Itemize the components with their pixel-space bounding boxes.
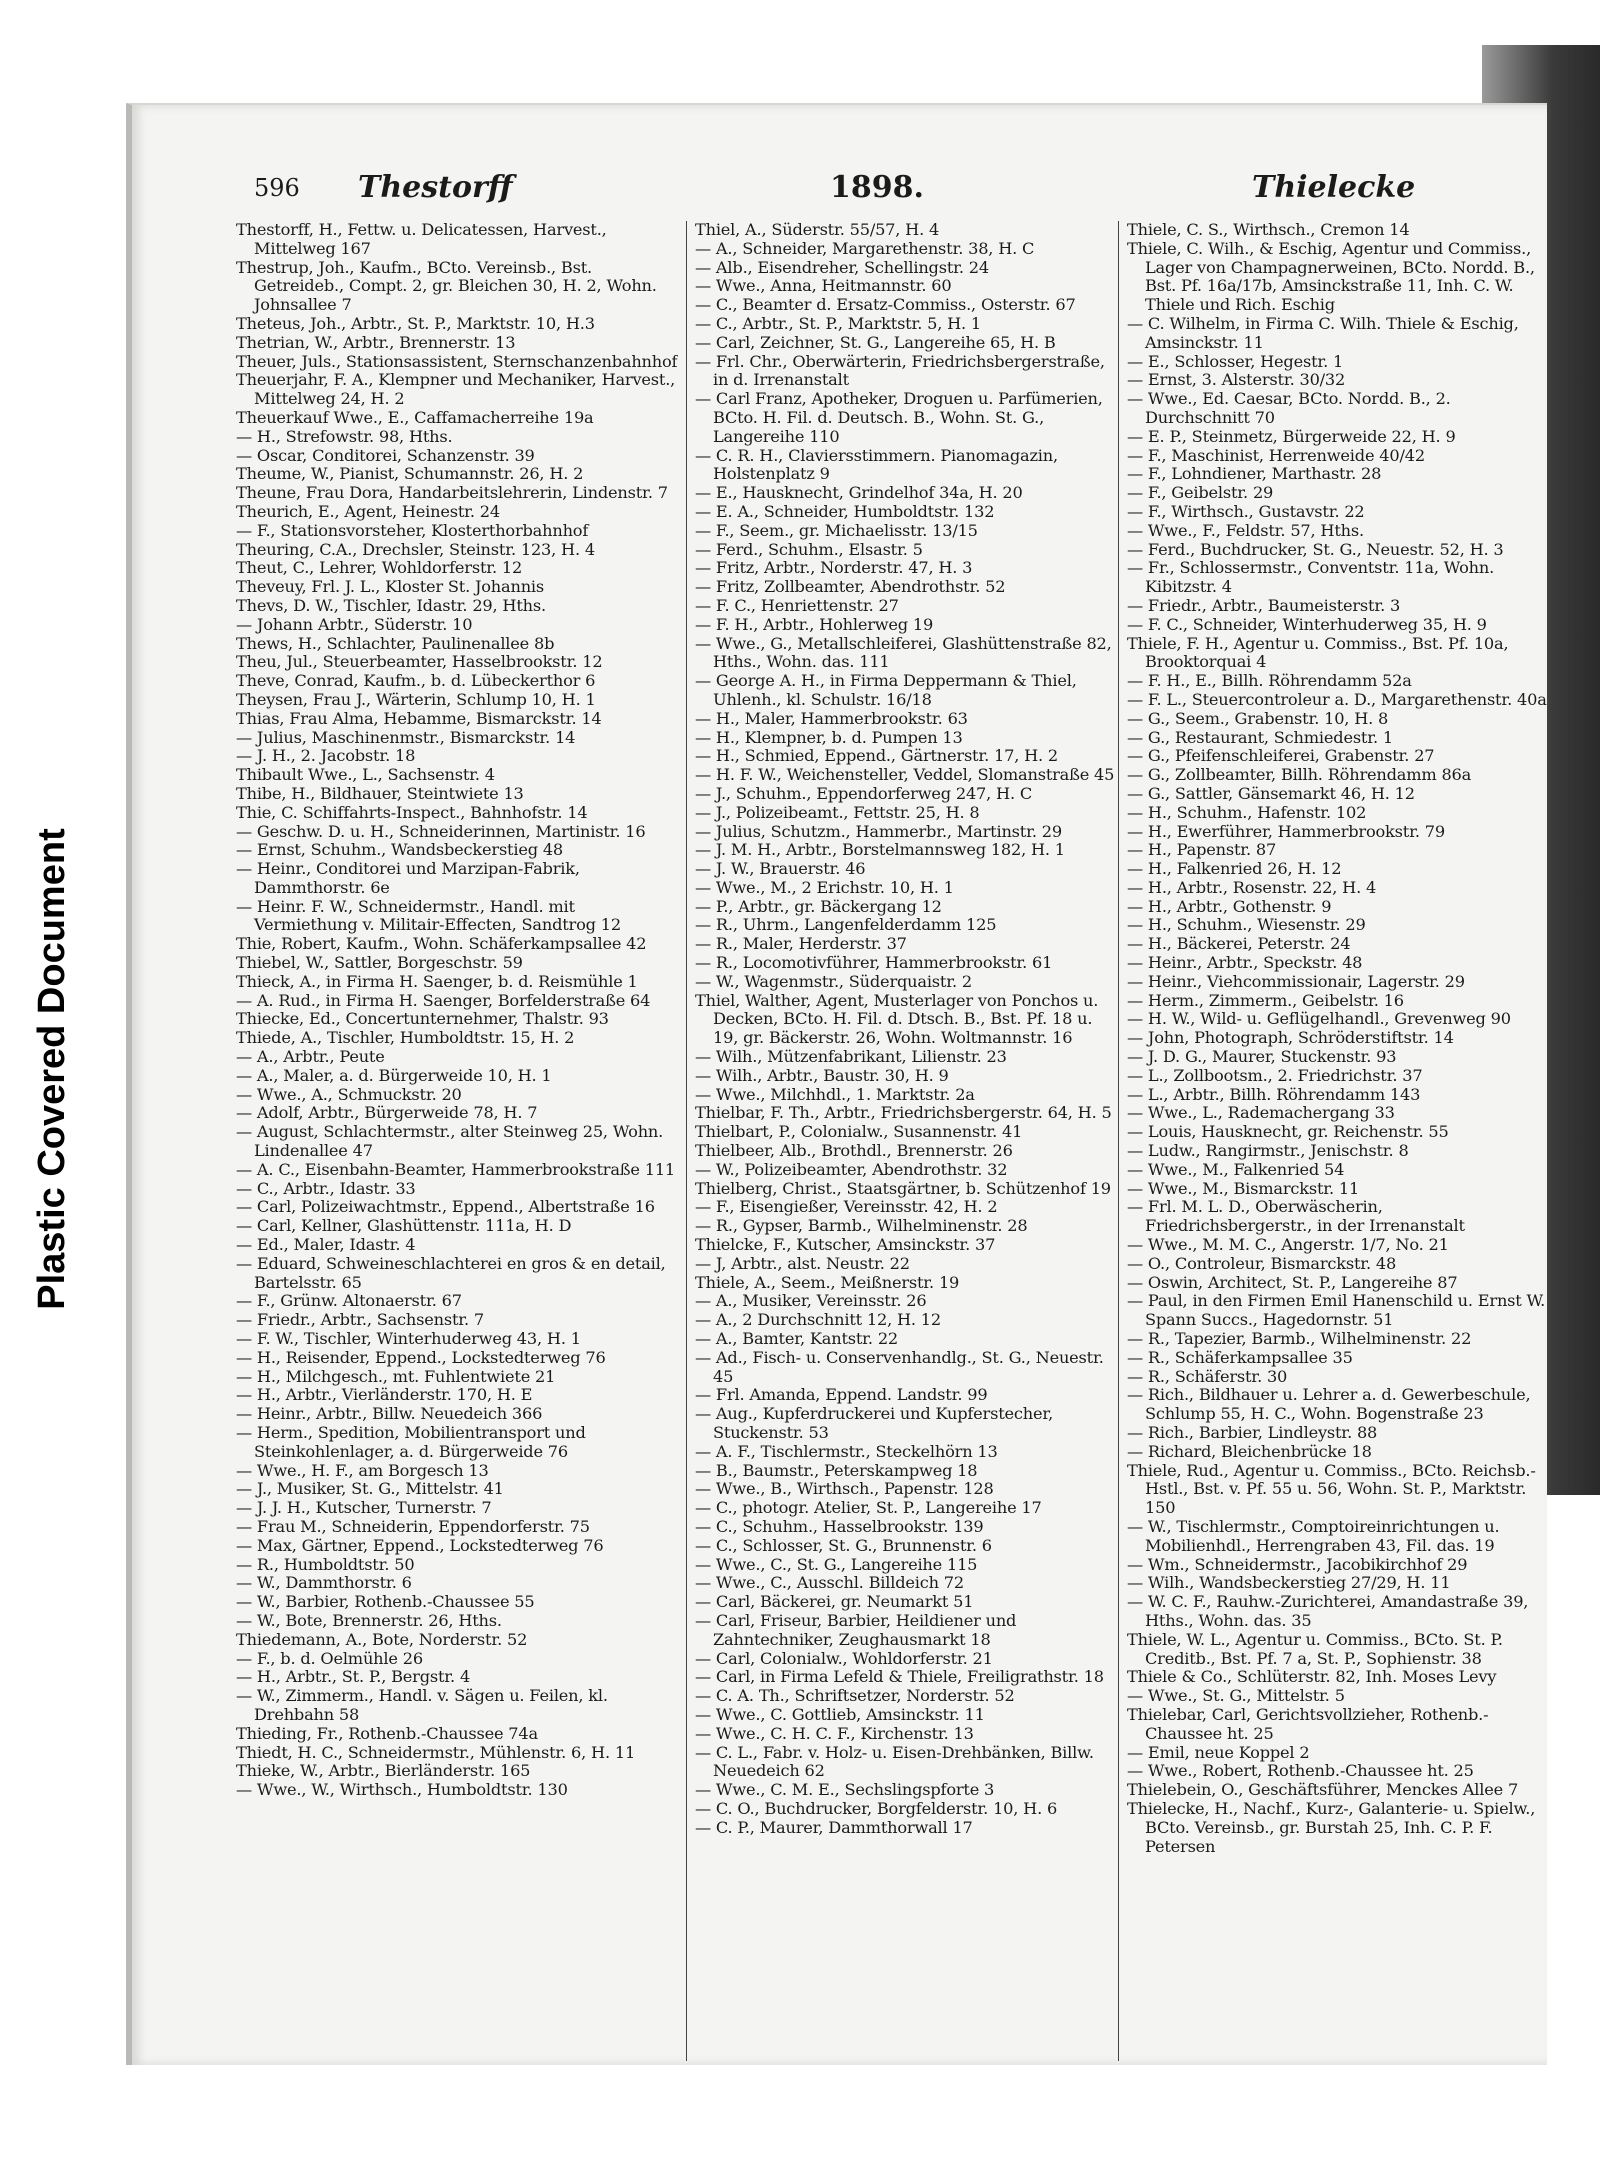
directory-entry: — A., Schneider, Margarethenstr. 38, H. C [695, 238, 1035, 258]
directory-entry: — Louis, Hausknecht, gr. Reichenstr. 55 [1127, 1122, 1449, 1142]
directory-entry: — C. L., Fabr. v. Holz- u. Eisen-Drehbänken, Billw. Neuedeich 62 [695, 1742, 1094, 1781]
directory-entry: — Johann Arbtr., Süderstr. 10 [236, 614, 473, 634]
directory-entry: — Wwe., St. G., Mittelstr. 5 [1127, 1686, 1345, 1706]
directory-entry: — H., Papenstr. 87 [1127, 840, 1277, 860]
directory-entry: — Wwe., M., Bismarckstr. 11 [1127, 1178, 1360, 1198]
directory-entry: Theu, Jul., Steuerbeamter, Hasselbrookstr. 12 [236, 652, 603, 672]
directory-entry: — F. C., Henriettenstr. 27 [695, 595, 899, 615]
directory-entry: — Ludw., Rangirmstr., Jenischstr. 8 [1127, 1141, 1409, 1161]
directory-entry: — Carl, Polizeiwachtmstr., Eppend., Albertstraße 16 [236, 1197, 655, 1217]
directory-entry: — E., Schlosser, Hegestr. 1 [1127, 351, 1344, 371]
directory-entry: Thielcke, F., Kutscher, Amsinckstr. 37 [695, 1235, 996, 1255]
directory-entry: — G., Zollbeamter, Billh. Röhrendamm 86a [1127, 765, 1472, 785]
directory-entry: — R., Schäferkampsallee 35 [1127, 1347, 1353, 1367]
directory-entry: — J. W., Brauerstr. 46 [695, 859, 866, 879]
directory-entry: Thibe, H., Bildhauer, Steintwiete 13 [236, 783, 524, 803]
directory-entry: — W. C. F., Rauhw.-Zurichterei, Amandastraße 39, Hths., Wohn. das. 35 [1127, 1592, 1529, 1630]
directory-entry: Thiedt, H. C., Schneidermstr., Mühlenstr. 6, H. 11 [236, 1742, 636, 1762]
directory-entry: Thie, C. Schiffahrts-Inspect., Bahnhofstr. 14 [236, 802, 588, 822]
directory-entry: — C., Beamter d. Ersatz-Commiss., Osterstr. 67 [695, 295, 1076, 315]
directory-entry: — Ferd., Buchdrucker, St. G., Neuestr. 52, H. 3 [1127, 539, 1504, 559]
directory-entry: — C. A. Th., Schriftsetzer, Norderstr. 52 [695, 1686, 1015, 1706]
directory-entry: Thiel, A., Süderstr. 55/57, H. 4 [695, 221, 940, 239]
directory-entry: Thielbeer, Alb., Brothdl., Brennerstr. 26 [695, 1141, 1013, 1161]
directory-entry: — F. H., E., Billh. Röhrendamm 52a [1127, 671, 1412, 691]
directory-entry: Theurich, E., Agent, Heinestr. 24 [236, 501, 500, 521]
directory-entry: — Carl, Kellner, Glashüttenstr. 111a, H. D [236, 1216, 572, 1236]
directory-entry: Thestorff, H., Fettw. u. Delicatessen, Harvest., Mittelweg 167 [236, 221, 607, 258]
directory-entry: — C. Wilhelm, in Firma C. Wilh. Thiele & Eschig, Amsinckstr. 11 [1127, 313, 1519, 352]
directory-entry: Theysen, Frau J., Wärterin, Schlump 10, H. 1 [236, 689, 596, 709]
directory-entry: — Julius, Schutzm., Hammerbr., Martinstr. 29 [695, 821, 1062, 841]
directory-entry: — Wwe., Robert, Rothenb.-Chaussee ht. 25 [1127, 1761, 1474, 1781]
directory-entry: — H., Maler, Hammerbrookstr. 63 [695, 708, 968, 728]
directory-entry: Thiebel, W., Sattler, Borgeschstr. 59 [236, 953, 523, 973]
column-left [236, 221, 678, 2061]
directory-entry: — Carl, Bäckerei, gr. Neumarkt 51 [695, 1592, 974, 1612]
directory-entry: — R., Maler, Herderstr. 37 [695, 934, 907, 954]
directory-entry: — H., Strefowstr. 98, Hths. [236, 426, 453, 446]
directory-entry: — A., Bamter, Kantstr. 22 [695, 1329, 899, 1349]
directory-entry: — Wwe., M., Falkenried 54 [1127, 1159, 1345, 1179]
directory-entry: — Friedr., Arbtr., Baumeisterstr. 3 [1127, 595, 1401, 615]
directory-entry: — H. W., Wild- u. Geflügelhandl., Grevenweg 90 [1127, 1009, 1511, 1029]
directory-entry: — Wm., Schneidermstr., Jacobikirchhof 29 [1127, 1554, 1468, 1574]
directory-entry: — Wwe., C. H. C. F., Kirchenstr. 13 [695, 1723, 974, 1743]
directory-entry: — A. F., Tischlermstr., Steckelhörn 13 [695, 1441, 998, 1461]
directory-entry: — Frl. M. L. D., Oberwäscherin, Friedrichsbergerstr., in der Irrenanstalt [1127, 1197, 1465, 1236]
directory-entry: Thielbar, F. Th., Arbtr., Friedrichsbergerstr. 64, H. 5 [695, 1103, 1112, 1123]
directory-entry: — Carl, Zeichner, St. G., Langereihe 65, H. B [695, 332, 1056, 352]
directory-entry: — Eduard, Schweineschlachterei en gros & en detail, Bartelsstr. 65 [236, 1253, 666, 1292]
directory-entry: — H., Bäckerei, Peterstr. 24 [1127, 934, 1351, 954]
directory-entry: — B., Baumstr., Peterskampweg 18 [695, 1460, 978, 1480]
directory-entry: — H., Schuhm., Hafenstr. 102 [1127, 802, 1367, 822]
directory-entry: — Oswin, Architect, St. P., Langereihe 87 [1127, 1272, 1458, 1292]
directory-entry: — Paul, in den Firmen Emil Hanenschild u. Ernst W. Spann Succs., Hagedornstr. 51 [1127, 1291, 1546, 1330]
directory-entry: — H., Reisender, Eppend., Lockstedterweg 76 [236, 1347, 606, 1367]
directory-entry: — R., Schäferstr. 30 [1127, 1366, 1288, 1386]
directory-entry: — R., Tapezier, Barmb., Wilhelminenstr. 22 [1127, 1329, 1472, 1349]
directory-entry: — Wwe., G., Metallschleiferei, Glashüttenstraße 82, Hths., Wohn. das. 111 [695, 633, 1112, 672]
directory-entry: — Heinr., Conditorei und Marzipan-Fabrik, Dammthorstr. 6e [236, 859, 580, 897]
directory-entry: — F. W., Tischler, Winterhuderweg 43, H. 1 [236, 1329, 581, 1349]
directory-entry: — George A. H., in Firma Deppermann & Thiel, Uhlenh., kl. Schulstr. 16/18 [695, 671, 1077, 709]
directory-entry: — C. O., Buchdrucker, Borgfelderstr. 10, H. 6 [695, 1798, 1058, 1818]
directory-entry: — H., Falkenried 26, H. 12 [1127, 859, 1342, 879]
directory-entry: — H. F. W., Weichensteller, Veddel, Slomanstraße 45 [695, 765, 1115, 785]
directory-entry: — E. A., Schneider, Humboldtstr. 132 [695, 501, 995, 521]
directory-entry: — Adolf, Arbtr., Bürgerweide 78, H. 7 [236, 1103, 538, 1123]
column-middle [686, 221, 1115, 2061]
directory-entry: — Wwe., B., Wirthsch., Papenstr. 128 [695, 1479, 994, 1499]
directory-entry: Thiede, A., Tischler, Humboldtstr. 15, H. 2 [236, 1028, 575, 1048]
directory-entry: — John, Photograph, Schröderstiftstr. 14 [1127, 1028, 1454, 1048]
directory-entry: — Carl, Colonialw., Wohldorferstr. 21 [695, 1648, 993, 1668]
directory-entry: Theuring, C.A., Drechsler, Steinstr. 123, H. 4 [236, 539, 595, 559]
directory-entry: — W., Dammthorstr. 6 [236, 1573, 412, 1593]
directory-entry: — W., Zimmerm., Handl. v. Sägen u. Feilen, kl. Drehbahn 58 [236, 1686, 608, 1724]
directory-entry: — F. L., Steuercontroleur a. D., Margarethenstr. 40a [1127, 689, 1547, 709]
directory-entry: — J. M. H., Arbtr., Borstelmannsweg 182, H. 1 [695, 840, 1065, 860]
directory-entry: — Aug., Kupferdruckerei und Kupferstecher, Stuckenstr. 53 [695, 1404, 1054, 1442]
directory-entry: — J. H., 2. Jacobstr. 18 [236, 746, 416, 766]
directory-entry: — W., Tischlermstr., Comptoireinrichtungen u. Mobilienhdl., Herrengraben 43, Fil. das. 19 [1127, 1516, 1500, 1555]
directory-entry: — Alb., Eisendreher, Schellingstr. 24 [695, 257, 989, 277]
directory-entry: — W., Bote, Brennerstr. 26, Hths. [236, 1610, 502, 1630]
directory-entry: — F., Eisengießer, Vereinsstr. 42, H. 2 [695, 1197, 998, 1217]
directory-entry: — P., Arbtr., gr. Bäckergang 12 [695, 896, 942, 916]
directory-entry: — Carl, Friseur, Barbier, Heildiener und Zahntechniker, Zeughausmarkt 18 [695, 1610, 1017, 1649]
directory-entry: — F. H., Arbtr., Hohlerweg 19 [695, 614, 934, 634]
directory-entry: — Herm., Zimmerm., Geibelstr. 16 [1127, 990, 1404, 1010]
directory-entry: — Herm., Spedition, Mobilientransport und Steinkohlenlager, a. d. Bürgerweide 76 [236, 1423, 586, 1461]
column-right [1118, 221, 1547, 2061]
directory-entry: — Carl, in Firma Lefeld & Thiele, Freiligrathstr. 18 [695, 1667, 1104, 1687]
directory-entry: — Wwe., H. F., am Borgesch 13 [236, 1460, 489, 1480]
directory-entry: Thevs, D. W., Tischler, Idastr. 29, Hths. [236, 595, 546, 615]
directory-entry: — Wwe., W., Wirthsch., Humboldtstr. 130 [236, 1780, 568, 1800]
directory-entry: Thiele, W. L., Agentur u. Commiss., BCto. St. P. Creditb., Bst. Pf. 7 a, St. P., Sophienstr. 38 [1127, 1629, 1503, 1668]
directory-entry: — H., Schuhm., Wiesenstr. 29 [1127, 915, 1366, 935]
directory-entry: — H., Milchgesch., mt. Fuhlentwiete 21 [236, 1366, 556, 1386]
directory-entry: Thie, Robert, Kaufm., Wohn. Schäferkampsallee 42 [236, 934, 647, 954]
directory-entry: Theveuy, Frl. J. L., Kloster St. Johannis [236, 577, 545, 597]
directory-entry: — J., Musiker, St. G., Mittelstr. 41 [236, 1479, 504, 1499]
directory-entry: Theteus, Joh., Arbtr., St. P., Marktstr. 10, H.3 [236, 313, 595, 333]
directory-entry: — J, Arbtr., alst. Neustr. 22 [695, 1253, 910, 1273]
directory-entry: — F., Stationsvorsteher, Klosterthorbahnhof [236, 520, 589, 540]
directory-entry: — Emil, neue Koppel 2 [1127, 1742, 1310, 1762]
directory-entry: — J. D. G., Maurer, Stuckenstr. 93 [1127, 1047, 1397, 1067]
directory-entry: — Wwe., Anna, Heitmannstr. 60 [695, 276, 952, 296]
directory-entry: Theut, C., Lehrer, Wohldorferstr. 12 [236, 558, 523, 578]
directory-entry: — Wwe., M., 2 Erichstr. 10, H. 1 [695, 877, 954, 897]
directory-entry: — Geschw. D. u. H., Schneiderinnen, Martinistr. 16 [236, 821, 646, 841]
directory-entry: — G., Restaurant, Schmiedestr. 1 [1127, 727, 1393, 747]
directory-entry: — C., Schlosser, St. G., Brunnenstr. 6 [695, 1535, 992, 1555]
directory-entry: — Max, Gärtner, Eppend., Lockstedterweg 76 [236, 1535, 604, 1555]
directory-entry: Thiele & Co., Schlüterstr. 82, Inh. Moses Levy [1127, 1667, 1497, 1687]
directory-entry: Thetrian, W., Arbtr., Brennerstr. 13 [236, 332, 516, 352]
directory-entry: — H., Arbtr., Vierländerstr. 170, H. E [236, 1385, 533, 1405]
directory-entry: — Fr., Schlossermstr., Conventstr. 11a, Wohn. Kibitzstr. 4 [1127, 558, 1495, 597]
directory-entry: — A., Arbtr., Peute [236, 1047, 385, 1067]
directory-entry: — Wwe., A., Schmuckstr. 20 [236, 1084, 462, 1104]
directory-entry: — August, Schlachtermstr., alter Steinweg 25, Wohn. Lindenallee 47 [236, 1122, 664, 1161]
directory-entry: Thias, Frau Alma, Hebamme, Bismarckstr. 14 [236, 708, 602, 728]
directory-entry: — H., Klempner, b. d. Pumpen 13 [695, 727, 963, 747]
directory-entry: Thiedemann, A., Bote, Norderstr. 52 [236, 1629, 528, 1649]
directory-entry: — Wwe., Milchhdl., 1. Marktstr. 2a [695, 1084, 975, 1104]
directory-entry: Theuer, Juls., Stationsassistent, Sternschanzenbahnhof [236, 351, 678, 371]
directory-entry: — E. P., Steinmetz, Bürgerweide 22, H. 9 [1127, 426, 1456, 446]
directory-entry: Thielbart, P., Colonialw., Susannenstr. 41 [695, 1122, 1023, 1142]
directory-entry: — Frau M., Schneiderin, Eppendorferstr. 75 [236, 1516, 590, 1536]
directory-entry: — W., Polizeibeamter, Abendrothstr. 32 [695, 1159, 1008, 1179]
directory-entry: Theuerkauf Wwe., E., Caffamacherreihe 19a [236, 407, 594, 427]
directory-entry: Thielecke, H., Nachf., Kurz-, Galanterie- u. Spielw., BCto. Vereinsb., gr. Burstah 25, Inh. C. P. F. Petersen [1127, 1798, 1536, 1856]
directory-entry: — R., Gypser, Barmb., Wilhelminenstr. 28 [695, 1216, 1028, 1236]
directory-entry: Theve, Conrad, Kaufm., b. d. Lübeckerthor 6 [236, 671, 596, 691]
directory-entry: — Julius, Maschinenmstr., Bismarckstr. 14 [236, 727, 576, 747]
directory-entry: Thielebein, O., Geschäftsführer, Menckes Allee 7 [1127, 1780, 1519, 1800]
directory-entry: — F., Grünw. Altonaerstr. 67 [236, 1291, 462, 1311]
directory-entry: Thiele, Rud., Agentur u. Commiss., BCto. Reichsb.-Hstl., Bst. v. Pf. 55 u. 56, Wohn. St. P., Marktstr. 150 [1127, 1460, 1536, 1518]
directory-entry: — Wilh., Mützenfabrikant, Lilienstr. 23 [695, 1047, 1007, 1067]
directory-entry: Thiel, Walther, Agent, Musterlager von Ponchos u. Decken, BCto. H. Fil. d. Dtsch. B., Bst. Pf. 18 u. 19, gr. Bäckerstr. 26, Wohn. Woltmannstr. 16 [695, 990, 1099, 1048]
directory-entry: — Ernst, Schuhm., Wandsbeckerstieg 48 [236, 840, 564, 860]
directory-entry: Thieck, A., in Firma H. Saenger, b. d. Reismühle 1 [236, 971, 638, 991]
right-running-head: Thielecke [1252, 170, 1416, 205]
directory-entry: — C., Arbtr., Idastr. 33 [236, 1178, 416, 1198]
directory-entry: — Fritz, Zollbeamter, Abendrothstr. 52 [695, 577, 1006, 597]
directory-entry: — Fritz, Arbtr., Norderstr. 47, H. 3 [695, 558, 973, 578]
directory-entry: — Wwe., L., Rademachergang 33 [1127, 1103, 1395, 1123]
directory-entry: — G., Sattler, Gänsemarkt 46, H. 12 [1127, 783, 1415, 803]
directory-entry: Thielberg, Christ., Staatsgärtner, b. Schützenhof 19 [695, 1178, 1111, 1198]
directory-entry: — L., Arbtr., Billh. Röhrendamm 143 [1127, 1084, 1421, 1104]
directory-entry: — Ad., Fisch- u. Conservenhandlg., St. G., Neuestr. 45 [695, 1347, 1104, 1386]
directory-entry: — Wwe., C. Gottlieb, Amsinckstr. 11 [695, 1704, 985, 1724]
directory-entry: — L., Zollbootsm., 2. Friedrichstr. 37 [1127, 1065, 1423, 1085]
year-heading: 1898. [830, 170, 924, 205]
directory-entry: — W., Wagenmstr., Süderquaistr. 2 [695, 971, 972, 991]
directory-entry: — Wilh., Wandsbeckerstieg 27/29, H. 11 [1127, 1573, 1451, 1593]
directory-entry: Thiele, C. S., Wirthsch., Cremon 14 [1127, 221, 1410, 239]
directory-entry: — Rich., Barbier, Lindleystr. 88 [1127, 1423, 1378, 1442]
directory-entry: — A., Musiker, Vereinsstr. 26 [695, 1291, 927, 1311]
directory-entry: — F., Lohndiener, Marthastr. 28 [1127, 464, 1382, 484]
directory-entry: — G., Pfeifenschleiferei, Grabenstr. 27 [1127, 746, 1435, 766]
directory-entry: — C. R. H., Claviersstimmern. Pianomagazin, Holstenplatz 9 [695, 445, 1058, 484]
directory-entry: — H., Arbtr., St. P., Bergstr. 4 [236, 1667, 471, 1687]
directory-entry: Thielebar, Carl, Gerichtsvollzieher, Rothenb.-Chaussee ht. 25 [1127, 1704, 1489, 1743]
directory-entry: — A., Maler, a. d. Bürgerweide 10, H. 1 [236, 1065, 552, 1085]
directory-entry: — O., Controleur, Bismarckstr. 48 [1127, 1253, 1397, 1273]
directory-entry: Theune, Frau Dora, Handarbeitslehrerin, Lindenstr. 7 [236, 483, 668, 503]
directory-entry: — F., Wirthsch., Gustavstr. 22 [1127, 501, 1365, 521]
directory-entry: — C., Arbtr., St. P., Marktstr. 5, H. 1 [695, 313, 982, 333]
directory-entry: Thieding, Fr., Rothenb.-Chaussee 74a [236, 1723, 538, 1743]
directory-entry: Thiele, A., Seem., Meißnerstr. 19 [695, 1272, 960, 1292]
directory-entry: — Heinr., Viehcommissionair, Lagerstr. 29 [1127, 971, 1465, 991]
directory-entry: — J. J. H., Kutscher, Turnerstr. 7 [236, 1498, 492, 1518]
directory-entry: Theuerjahr, F. A., Klempner und Mechaniker, Harvest., Mittelweg 24, H. 2 [236, 370, 676, 409]
directory-entry: — A. Rud., in Firma H. Saenger, Borfelderstraße 64 [236, 990, 651, 1010]
directory-entry: Thews, H., Schlachter, Paulinenallee 8b [236, 633, 555, 653]
directory-entry: — Ed., Maler, Idastr. 4 [236, 1235, 416, 1255]
directory-entry: — Heinr., Arbtr., Billw. Neuedeich 366 [236, 1404, 543, 1424]
directory-entry: Thestrup, Joh., Kaufm., BCto. Vereinsb., Bst. Getreideb., Compt. 2, gr. Bleichen 30, H. 2, Wohn. Johnsallee 7 [236, 257, 657, 315]
directory-entry: — Rich., Bildhauer u. Lehrer a. d. Gewerbeschule, Schlump 55, H. C., Wohn. Bogenstraße 23 [1127, 1385, 1531, 1424]
directory-entry: — Ernst, 3. Alsterstr. 30/32 [1127, 370, 1346, 390]
directory-entry: — C. P., Maurer, Dammthorwall 17 [695, 1817, 973, 1837]
directory-entry: — F., Seem., gr. Michaelisstr. 13/15 [695, 520, 978, 540]
directory-entry: — Wwe., C. M. E., Sechslingspforte 3 [695, 1780, 995, 1800]
plastic-covered-label: Plastic Covered Document [31, 828, 73, 1310]
directory-entry: — Wwe., Ed. Caesar, BCto. Nordd. B., 2. Durchschnitt 70 [1127, 389, 1451, 427]
directory-entry: — F., Maschinist, Herrenweide 40/42 [1127, 445, 1425, 465]
directory-entry: — F., Geibelstr. 29 [1127, 483, 1274, 503]
directory-entry: — R., Humboldtstr. 50 [236, 1554, 415, 1574]
directory-entry: — C., Schuhm., Hasselbrookstr. 139 [695, 1516, 984, 1536]
directory-entry: — J., Polizeibeamt., Fettstr. 25, H. 8 [695, 802, 980, 822]
page-number: 596 [254, 174, 300, 202]
directory-entry: — Wwe., C., St. G., Langereihe 115 [695, 1554, 978, 1574]
directory-entry: — H., Arbtr., Gothenstr. 9 [1127, 896, 1332, 916]
directory-entry: — R., Uhrm., Langenfelderdamm 125 [695, 915, 997, 935]
directory-entry: — Richard, Bleichenbrücke 18 [1127, 1441, 1372, 1461]
directory-entry: — Friedr., Arbtr., Sachsenstr. 7 [236, 1310, 485, 1330]
directory-entry: Thiecke, Ed., Concertunternehmer, Thalstr. 93 [236, 1009, 609, 1029]
directory-entry: — W., Barbier, Rothenb.-Chaussee 55 [236, 1592, 535, 1612]
directory-entry: — E., Hausknecht, Grindelhof 34a, H. 20 [695, 483, 1023, 503]
directory-entry: — Ferd., Schuhm., Elsastr. 5 [695, 539, 923, 559]
directory-entry: — Wwe., M. M. C., Angerstr. 1/7, No. 21 [1127, 1235, 1449, 1255]
directory-entry: — J., Schuhm., Eppendorferweg 247, H. C [695, 783, 1033, 803]
directory-entry: — Frl. Amanda, Eppend. Landstr. 99 [695, 1385, 988, 1405]
directory-entry: Thiele, C. Wilh., & Eschig, Agentur und Commiss., Lager von Champagnerweinen, BCto. Nordd. B., Bst. Pf. 16a/17b, Amsinckstraße 11, Inh. C. W. Thiele und Rich. Eschig [1127, 238, 1535, 315]
page-header [130, 168, 1510, 216]
directory-entry: — A., 2 Durchschnitt 12, H. 12 [695, 1310, 941, 1330]
directory-entry: — Heinr. F. W., Schneidermstr., Handl. mit Vermiethung v. Militair-Effecten, Sandtrog 12 [236, 896, 621, 935]
directory-entry: Theume, W., Pianist, Schumannstr. 26, H. 2 [236, 464, 584, 484]
directory-entry: — Wwe., F., Feldstr. 57, Hths. [1127, 520, 1364, 540]
directory-entry: — H., Schmied, Eppend., Gärtnerstr. 17, H. 2 [695, 746, 1058, 766]
directory-entry: — C., photogr. Atelier, St. P., Langereihe 17 [695, 1498, 1042, 1518]
directory-entry: Thieke, W., Arbtr., Bierländerstr. 165 [236, 1761, 531, 1781]
directory-entry: — R., Locomotivführer, Hammerbrookstr. 61 [695, 953, 1053, 973]
directory-entry: — F. C., Schneider, Winterhuderweg 35, H. 9 [1127, 614, 1487, 634]
directory-entry: Thibault Wwe., L., Sachsenstr. 4 [236, 765, 495, 785]
directory-entry: — A. C., Eisenbahn-Beamter, Hammerbrookstraße 111 [236, 1159, 676, 1179]
directory-entry: — Wwe., C., Ausschl. Billdeich 72 [695, 1573, 964, 1593]
directory-entry: — Frl. Chr., Oberwärterin, Friedrichsbergerstraße, in d. Irrenanstalt [695, 351, 1105, 390]
directory-entry: — Heinr., Arbtr., Speckstr. 48 [1127, 953, 1363, 973]
directory-entry: Thiele, F. H., Agentur u. Commiss., Bst. Pf. 10a, Brooktorquai 4 [1127, 633, 1509, 672]
directory-entry: — G., Seem., Grabenstr. 10, H. 8 [1127, 708, 1389, 728]
directory-entry: — Wilh., Arbtr., Baustr. 30, H. 9 [695, 1065, 949, 1085]
directory-entry: — H., Arbtr., Rosenstr. 22, H. 4 [1127, 877, 1377, 897]
left-running-head: Thestorff [358, 170, 513, 205]
directory-entry: — Carl Franz, Apotheker, Droguen u. Parfümerien, BCto. H. Fil. d. Deutsch. B., Wohn. St. G., Langereihe 110 [695, 389, 1103, 446]
directory-entry: — Oscar, Conditorei, Schanzenstr. 39 [236, 445, 535, 465]
directory-entry: — H., Ewerführer, Hammerbrookstr. 79 [1127, 821, 1445, 841]
directory-entry: — F., b. d. Oelmühle 26 [236, 1648, 423, 1668]
